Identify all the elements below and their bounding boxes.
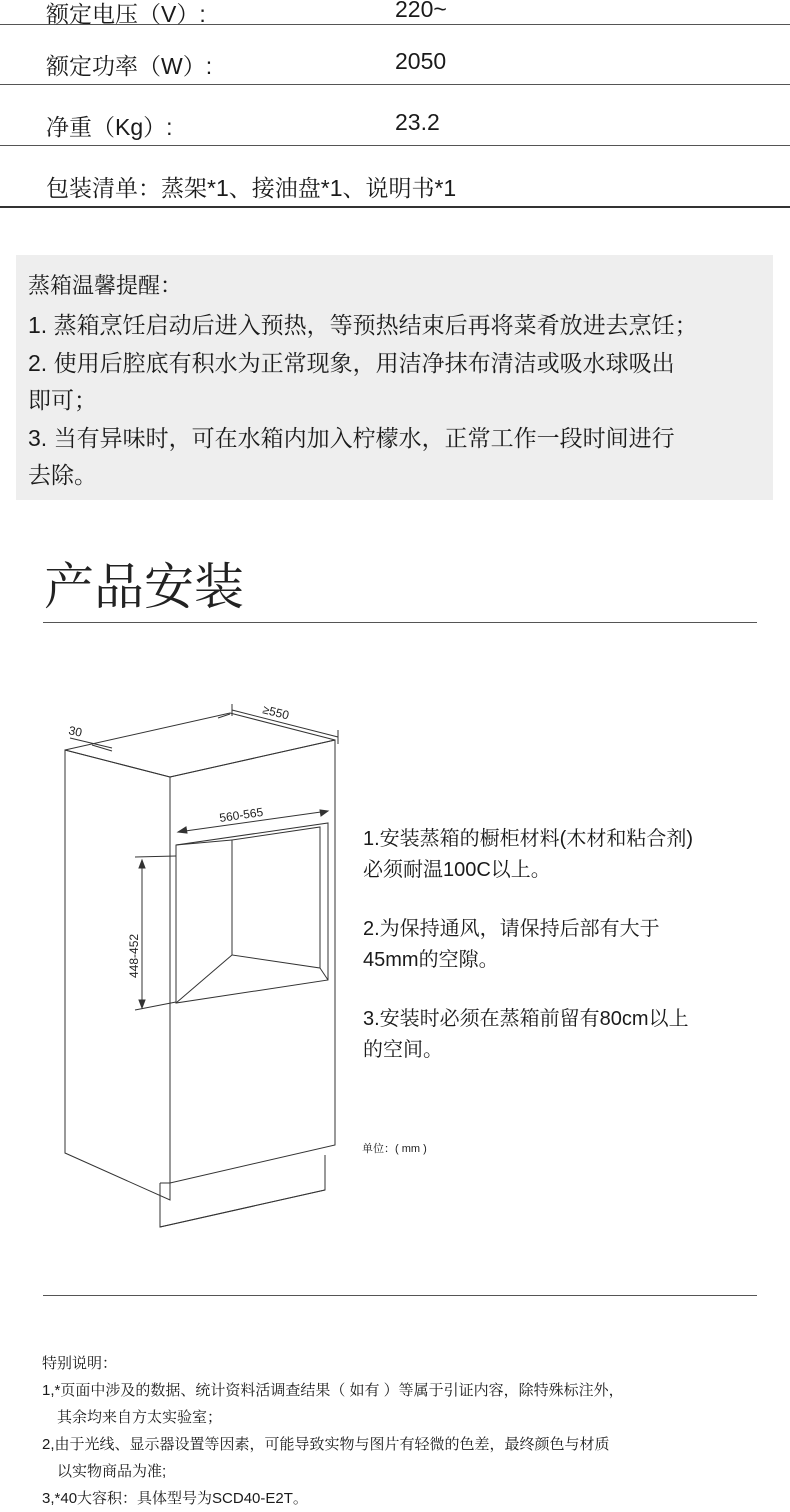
tips-box bbox=[16, 255, 773, 500]
install-note-2 bbox=[363, 914, 660, 976]
special-line: 以实物商品为准; bbox=[57, 1463, 167, 1480]
tips-line: 2. 使用后腔底有积水为正常现象，用洁净抹布清洁或吸水球吸出 bbox=[28, 349, 675, 376]
spec-value: 2050 bbox=[395, 48, 447, 74]
tips-line: 1. 蒸箱烹饪启动后进入预热，等预热结束后再将菜肴放进去烹饪； bbox=[28, 312, 698, 338]
special-line: 3,*40大容积：具体型号为SCD40-E2T。 bbox=[42, 1490, 308, 1507]
spec-row-voltage bbox=[0, 0, 790, 25]
spec-value: 220~ bbox=[395, 0, 447, 22]
install-note-line: 必须耐温100C以上。 bbox=[363, 859, 551, 881]
spec-row-power bbox=[0, 24, 790, 85]
special-line: 其余均来自方太实验室； bbox=[57, 1409, 223, 1426]
dim-label-depth: ≥550 bbox=[261, 702, 291, 723]
install-note-1 bbox=[363, 824, 693, 886]
tips-line: 即可； bbox=[28, 387, 97, 413]
dim-line-gap bbox=[70, 738, 112, 748]
special-line: 2,由于光线、显示器设置等因素，可能导致实物与图片有轻微的色差，最终颜色与材质 bbox=[42, 1436, 610, 1453]
dim-label-height: 448-452 bbox=[127, 933, 141, 978]
dim-label-width: 560-565 bbox=[218, 804, 265, 825]
unit-label: 单位：( mm ) bbox=[362, 1143, 427, 1155]
spec-label: 包装清单：蒸架*1、接油盘*1、说明书*1 bbox=[46, 175, 457, 201]
dim-label-gap: 30 bbox=[67, 723, 84, 740]
spec-row-weight bbox=[0, 85, 790, 146]
install-note-line: 45mm的空隙。 bbox=[363, 949, 499, 971]
divider bbox=[43, 1295, 757, 1296]
spec-label: 额定电压（V）: bbox=[46, 1, 206, 27]
divider bbox=[43, 622, 757, 623]
special-notes bbox=[42, 1350, 624, 1512]
oven-opening bbox=[176, 823, 328, 1003]
spec-label: 净重（Kg）: bbox=[46, 114, 173, 140]
oven-inner bbox=[232, 827, 320, 968]
install-note-line: 3.安装时必须在蒸箱前留有80cm以上 bbox=[363, 1008, 689, 1030]
spec-row-packing bbox=[0, 146, 790, 208]
cabinet-top bbox=[65, 713, 335, 777]
tips-title: 蒸箱温馨提醒： bbox=[28, 273, 183, 298]
tips-line: 3. 当有异味时，可在水箱内加入柠檬水，正常工作一段时间进行 bbox=[28, 424, 675, 451]
spec-label: 额定功率（W）: bbox=[46, 53, 213, 79]
install-note-3 bbox=[363, 1004, 689, 1066]
spec-value: 23.2 bbox=[395, 109, 440, 135]
section-title: 产品安装 bbox=[44, 559, 244, 615]
install-note-line: 2.为保持通风，请保持后部有大于 bbox=[363, 918, 660, 940]
special-title: 特别说明： bbox=[42, 1355, 118, 1372]
cabinet-front bbox=[65, 750, 170, 1200]
tips-line: 去除。 bbox=[28, 462, 97, 488]
install-note-line: 的空间。 bbox=[363, 1039, 443, 1061]
cabinet-diagram bbox=[0, 690, 360, 1240]
special-line: 1,*页面中涉及的数据、统计资料活调查结果（ 如有 ）等属于引证内容，除特殊标注外， bbox=[42, 1382, 624, 1399]
install-note-line: 1.安装蒸箱的橱柜材料(木材和粘合剂) bbox=[363, 828, 693, 850]
